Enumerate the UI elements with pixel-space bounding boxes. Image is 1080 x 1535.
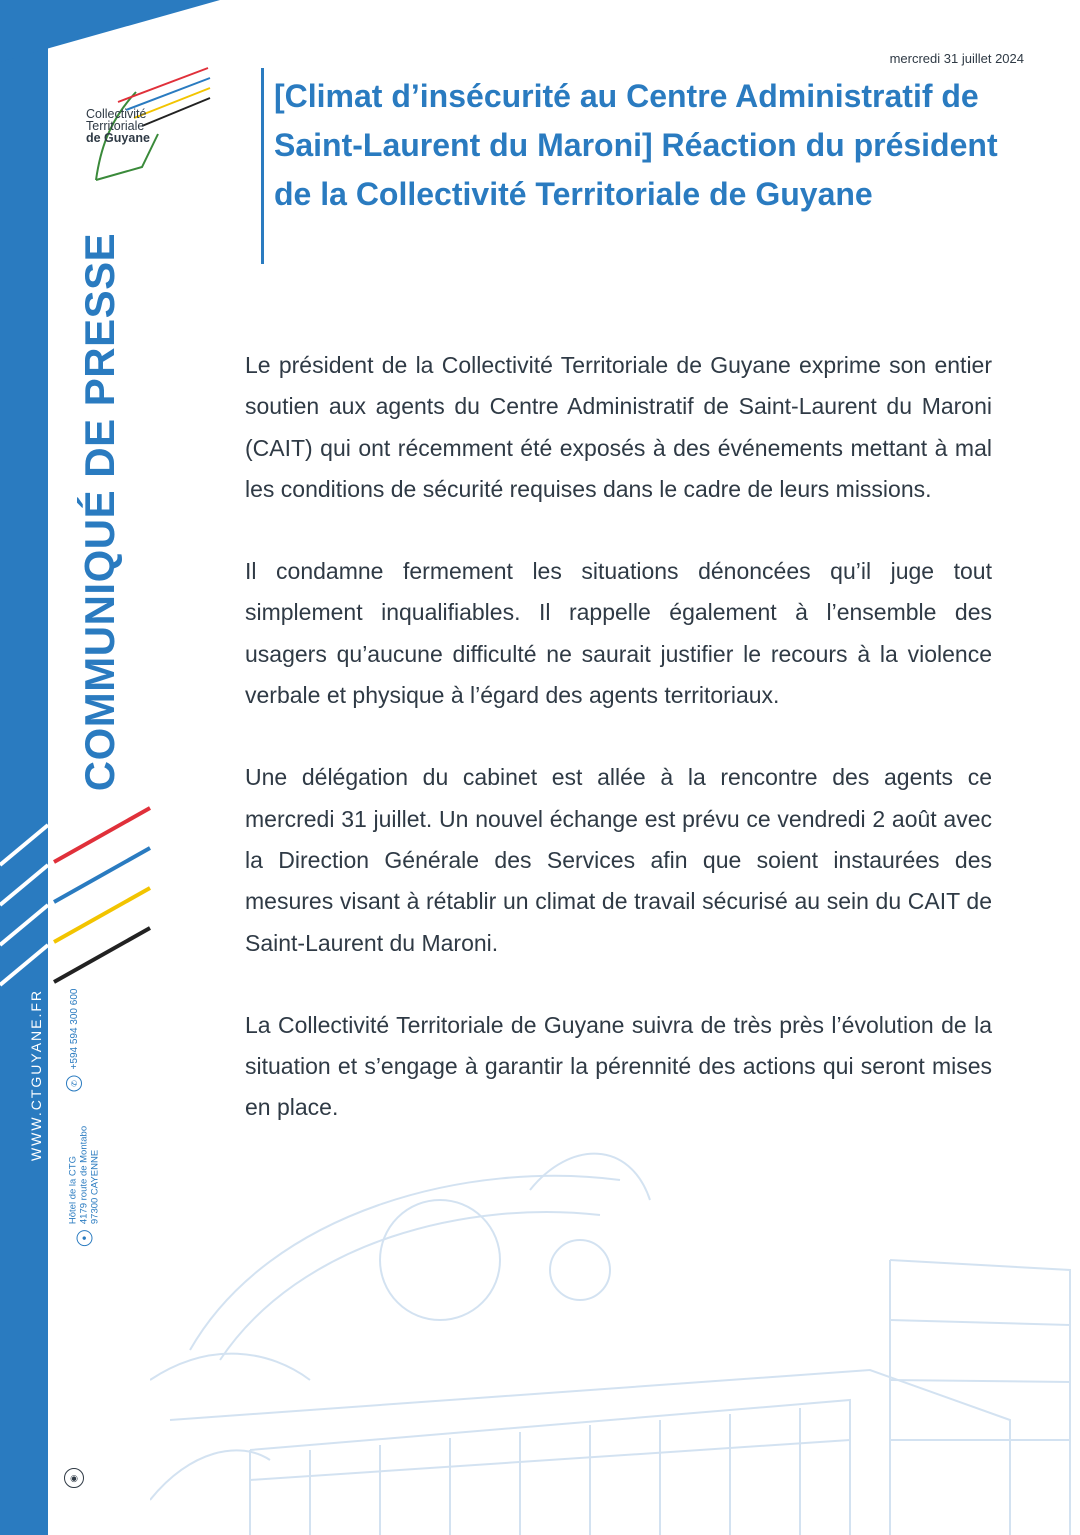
address-line-1: Hôtel de la CTG [67,1156,79,1225]
paragraph-4: La Collectivité Territoriale de Guyane suivra de très près l’évolution de la situation et s’engage à garantir la pérennité des actions qui seront mises en place. [245,1011,992,1121]
logo-line-3: de Guyane [86,131,150,145]
address-line-2: 4179 route de Montabo [78,1125,90,1225]
location-icon: ● [76,1230,92,1246]
paragraph-1: Le président de la Collectivité Territoriale de Guyane exprime son entier soutien aux agents du Centre Administratif de Saint-Laurent du Maroni (CAIT) qui ont récemment été exposés à des événements mettant à mal les conditions de sécurité requises dans le cadre de leurs missions. [245,352,992,502]
logo-line-2: Territoriale [86,119,145,133]
phone-icon: ✆ [66,1075,82,1091]
title-accent-bar [261,68,264,264]
flag-stripes [0,790,160,1000]
address-line-3: 97300 CAYENNE [89,1149,101,1225]
phone-number: +594 594 300 600 [68,988,80,1070]
paragraph-2: Il condamne fermement les situations dénoncées qu’il juge tout simplement inqualifiables. Il rappelle également à l’ensemble des usagers qu’aucune difficulté ne saurait justifier le recours à la violence verbale et physique à l’égard des agents territoriaux. [245,558,992,709]
logo-wordmark [86,108,150,144]
social-icon[interactable]: ◉ [64,1468,84,1488]
phone-contact [66,989,82,1092]
paragraph-3: Une délégation du cabinet est allée à la rencontre des agents ce mercredi 31 juillet. Un nouvel échange est prévu ce vendredi 2 août avec la Direction Générale des Services afin que soient instaurées des mesures visant à rétablir un climat de travail sécurisé au sein du CAIT de Saint-Laurent du Maroni. [245,764,992,956]
page-title: [Climat d’insécurité au Centre Administratif de Saint-Laurent du Maroni] Réaction du président de la Collectivité Territoriale de Guyane [274,78,998,212]
sidebar-band [0,0,48,1535]
logo-line-1: Collectivité [86,107,147,121]
press-release-vertical-title: COMMUNIQUÉ DE PRESSE [76,232,123,792]
publication-date: mercredi 31 juillet 2024 [889,51,1024,66]
building-watermark [150,1120,1080,1535]
press-release-body [245,345,992,1170]
address-contact [68,1126,101,1246]
website-link[interactable]: WWW.CTGUYANE.FR [28,988,44,1162]
sidebar-top-corner [0,0,220,62]
address-lines [68,1126,101,1224]
